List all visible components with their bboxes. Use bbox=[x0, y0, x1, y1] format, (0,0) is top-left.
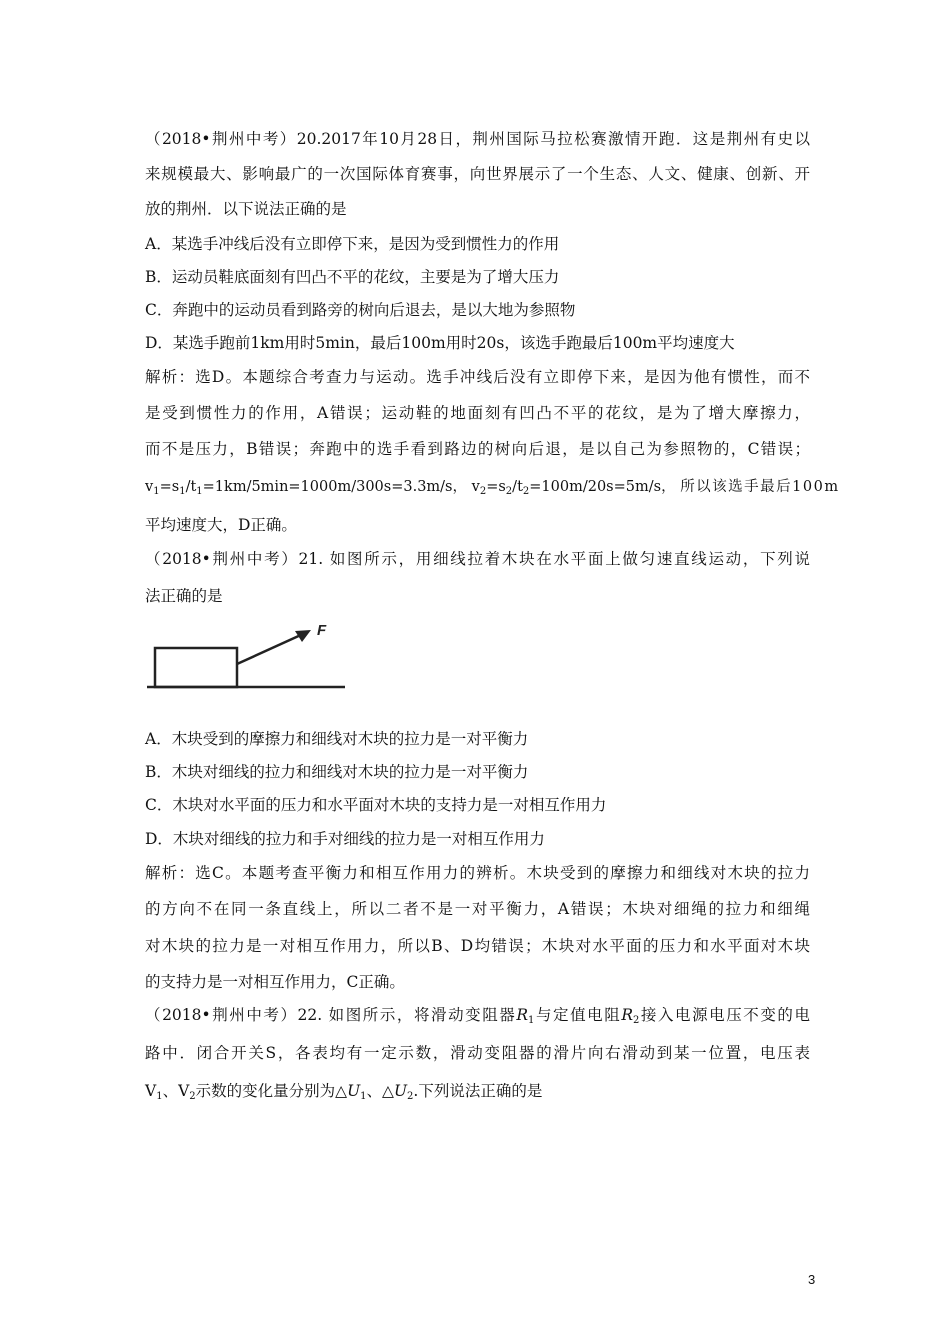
page-number: 3 bbox=[808, 1272, 816, 1287]
q20-option-d: D．某选手跑前1km用时5min，最后100m用时20s，该选手跑最后100m平均速度大 bbox=[145, 334, 735, 352]
q20-analysis-line-1: 解析：选D。本题综合考查力与运动。选手冲线后没有立即停下来，是因为他有惯性，而不 bbox=[145, 368, 810, 386]
q20-option-c: C．奔跑中的运动员看到路旁的树向后退去，是以大地为参照物 bbox=[145, 301, 576, 319]
q21-option-d: D．木块对细线的拉力和手对细线的拉力是一对相互作用力 bbox=[145, 830, 545, 848]
q20-analysis-line-3: 而不是压力，B错误；奔跑中的选手看到路边的树向后退，是以自己为参照物的，C错误； bbox=[145, 440, 810, 458]
q20-option-a: A．某选手冲线后没有立即停下来，是因为受到惯性力的作用 bbox=[145, 235, 560, 253]
q21-analysis-line-4: 的支持力是一对相互作用力，C正确。 bbox=[145, 973, 405, 991]
q21-stem-line-1: （2018•荆州中考）21. 如图所示，用细线拉着木块在水平面上做匀速直线运动，下列说 bbox=[145, 550, 810, 568]
q22-stem-line-1: （2018•荆州中考）22. 如图所示，将滑动变阻器$R_1$与定值电阻$R_2$接入电源电压不变的电 bbox=[145, 1006, 810, 1026]
q20-stem-line-1: （2018•荆州中考）20.2017年10月28日，荆州国际马拉松赛激情开跑．这是荆州有史以 bbox=[145, 130, 810, 148]
q21-stem-line-2: 法正确的是 bbox=[145, 587, 223, 605]
q21-option-b: B．木块对细线的拉力和细线对木块的拉力是一对平衡力 bbox=[145, 763, 529, 781]
q22-stem-line-3: $V_1$、$V_2$示数的变化量分别为$\triangle U_1$、$\triangle U_2$.下列说法正确的是 bbox=[145, 1082, 543, 1102]
wooden-block bbox=[155, 648, 237, 687]
q21-analysis-line-3: 对木块的拉力是一对相互作用力，所以B、D均错误；木块对水平面的压力和水平面对木块 bbox=[145, 937, 810, 955]
q22-stem-line-2: 路中．闭合开关S，各表均有一定示数，滑动变阻器的滑片向右滑动到某一位置，电压表 bbox=[145, 1044, 810, 1062]
q20-option-b: B．运动员鞋底面刻有凹凸不平的花纹，主要是为了增大压力 bbox=[145, 268, 560, 286]
q21-option-a: A．木块受到的摩擦力和细线对木块的拉力是一对平衡力 bbox=[145, 730, 529, 748]
q21-option-c: C．木块对水平面的压力和水平面对木块的支持力是一对相互作用力 bbox=[145, 796, 607, 814]
q20-speed-formula: $v_1=s_1/t_1=1km/5\min=1000m/300s=3.3m/s$， $v_2=s_2/t_2=100m/20s=5m/s$， 所以该选手最后100m bbox=[145, 479, 840, 497]
block-pulled-by-string-figure bbox=[145, 618, 355, 696]
q21-analysis-line-1: 解析：选C。本题考查平衡力和相互作用力的辨析。木块受到的摩擦力和细线对木块的拉力 bbox=[145, 864, 810, 882]
force-label: F bbox=[317, 622, 327, 639]
q20-stem-line-2: 来规模最大、影响最广的一次国际体育赛事，向世界展示了一个生态、人文、健康、创新、开 bbox=[145, 165, 810, 183]
q20-stem-line-3: 放的荆州．以下说法正确的是 bbox=[145, 200, 347, 218]
q21-analysis-line-2: 的方向不在同一条直线上，所以二者不是一对平衡力，A错误；木块对细绳的拉力和细绳 bbox=[145, 900, 810, 918]
string-line bbox=[237, 634, 303, 664]
q20-analysis-line-2: 是受到惯性力的作用，A错误；运动鞋的地面刻有凹凸不平的花纹，是为了增大摩擦力， bbox=[145, 404, 810, 422]
q20-analysis-end: 平均速度大，D正确。 bbox=[145, 516, 297, 534]
